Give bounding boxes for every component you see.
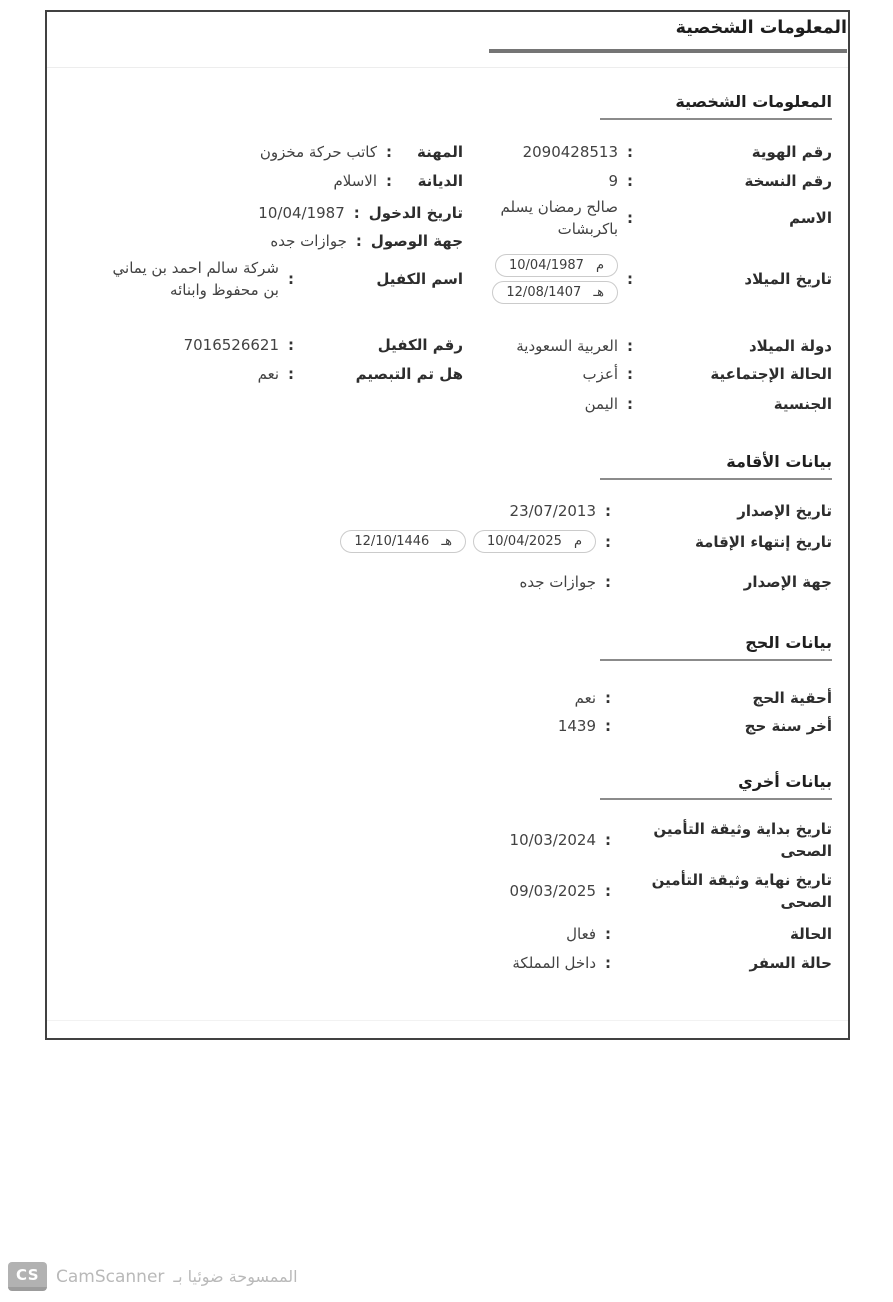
- field-value: العربية السعودية: [516, 337, 618, 355]
- field-label: رقم النسخة: [744, 172, 832, 190]
- field-value: أعزب: [582, 365, 618, 383]
- field-issue-date: [510, 500, 832, 522]
- field-value: 10/03/2024: [509, 831, 596, 849]
- field-value: فعال: [566, 925, 596, 943]
- field-birth-date: [492, 254, 832, 304]
- field-religion: [333, 170, 463, 192]
- colon-separator: :: [605, 954, 611, 972]
- top-divider: [47, 67, 848, 68]
- field-insurance-start: [510, 818, 832, 862]
- field-birth-country: [516, 335, 832, 357]
- hijri-tag: هـ: [441, 534, 452, 549]
- hijri-date: 12/08/1407: [506, 285, 582, 300]
- field-occupation: [260, 141, 463, 163]
- field-label: الجنسية: [773, 395, 832, 413]
- document-title: المعلومات الشخصية: [675, 18, 847, 38]
- field-label: الحالة: [790, 925, 832, 943]
- field-value: جوازات جده: [270, 232, 347, 250]
- field-last-hajj-year: [558, 715, 832, 737]
- field-value: 7016526621: [183, 336, 279, 354]
- field-label: تاريخ الميلاد: [744, 270, 832, 288]
- field-copy-number: [608, 170, 832, 192]
- field-label: جهة الإصدار: [743, 573, 832, 591]
- section-header-other: بيانات أخري: [600, 772, 832, 800]
- field-label-line1: تاريخ بداية وثيقة التأمين: [653, 820, 832, 838]
- field-insurance-end: [510, 869, 832, 913]
- field-label-line2: الصحى: [780, 893, 832, 911]
- field-label: الاسم: [789, 209, 832, 227]
- colon-separator: :: [605, 532, 611, 551]
- field-label: [620, 869, 832, 913]
- gregorian-date-pill: [473, 530, 596, 553]
- camscanner-brand-text: CamScanner: [56, 1266, 165, 1287]
- colon-separator: :: [627, 209, 633, 227]
- section-header-hajj: بيانات الحج: [600, 633, 832, 661]
- scanned-by-text: الممسوحة ضوئيا بـ: [173, 1267, 298, 1286]
- field-label: دولة الميلاد: [748, 337, 832, 355]
- field-label: [620, 818, 832, 862]
- field-id-number: [523, 141, 832, 163]
- birth-date-pills: [492, 254, 618, 304]
- colon-separator: :: [627, 395, 633, 413]
- field-value: اليمن: [584, 395, 618, 413]
- colon-separator: :: [386, 143, 392, 161]
- camscanner-watermark: [8, 1262, 298, 1291]
- field-issue-place: [520, 571, 833, 593]
- colon-separator: :: [288, 365, 294, 383]
- field-label-line1: تاريخ نهاية وثيقة التأمين: [651, 871, 832, 889]
- field-status: [566, 923, 832, 945]
- field-label: الحالة الإجتماعية: [710, 365, 832, 383]
- colon-separator: :: [288, 336, 294, 354]
- section-header-personal: المعلومات الشخصية: [600, 92, 832, 120]
- colon-separator: :: [605, 831, 611, 849]
- field-marital-status: [582, 363, 832, 385]
- gregorian-tag: م: [573, 534, 582, 549]
- field-label: أخر سنة حج: [744, 717, 832, 735]
- hijri-tag: هـ: [593, 285, 604, 300]
- field-residence-expiry: [340, 530, 832, 553]
- field-value: 23/07/2013: [509, 502, 596, 520]
- expiry-date-pills: [340, 530, 596, 553]
- gregorian-date: 10/04/2025: [487, 534, 562, 549]
- colon-separator: :: [353, 204, 360, 222]
- field-label: تاريخ الإصدار: [737, 502, 832, 520]
- field-arrival-port: [270, 230, 463, 252]
- colon-separator: :: [605, 502, 611, 520]
- field-label: جهة الوصول: [370, 232, 463, 250]
- colon-separator: :: [355, 232, 362, 250]
- hijri-date-pill: [340, 530, 466, 553]
- field-label: هل تم التبصيم: [355, 365, 463, 383]
- hijri-date-pill: [492, 281, 618, 304]
- field-value: كاتب حركة مخزون: [259, 143, 377, 161]
- field-value: داخل المملكة: [512, 954, 596, 972]
- colon-separator: :: [605, 717, 611, 735]
- colon-separator: :: [605, 689, 611, 707]
- field-value: 09/03/2025: [509, 882, 596, 900]
- field-value: صالح رمضان يسلم باكربشات: [500, 198, 618, 238]
- camscanner-logo-icon: CS: [8, 1262, 47, 1291]
- colon-separator: :: [627, 337, 633, 355]
- field-hajj-eligibility: [575, 687, 832, 709]
- gregorian-tag: م: [595, 258, 604, 273]
- colon-separator: :: [627, 270, 633, 288]
- title-underline: [489, 49, 847, 53]
- field-fingerprinted: [258, 363, 463, 385]
- field-value: 10/04/1987: [258, 204, 345, 222]
- colon-separator: :: [605, 573, 611, 591]
- field-value: جوازات جده: [519, 573, 596, 591]
- field-name: [468, 196, 832, 240]
- field-travel-status: [512, 952, 832, 974]
- field-label: رقم الهوية: [751, 143, 832, 161]
- colon-separator: :: [627, 172, 633, 190]
- field-value: شركة سالم احمد بن يماني بن محفوظ وابنائه: [112, 259, 279, 299]
- field-sponsor-name: [101, 257, 463, 301]
- colon-separator: :: [288, 270, 294, 288]
- field-label: المهنة: [417, 143, 463, 161]
- gregorian-date: 10/04/1987: [509, 258, 584, 273]
- field-label: الديانة: [417, 172, 463, 190]
- field-value: 9: [608, 172, 618, 190]
- field-label: رقم الكفيل: [377, 336, 463, 354]
- field-label: حالة السفر: [749, 954, 832, 972]
- field-sponsor-number: [184, 334, 463, 356]
- colon-separator: :: [605, 882, 611, 900]
- colon-separator: :: [605, 925, 611, 943]
- field-value: 2090428513: [522, 143, 618, 161]
- colon-separator: :: [627, 365, 633, 383]
- field-label: اسم الكفيل: [376, 270, 463, 288]
- field-nationality: [585, 393, 832, 415]
- gregorian-date-pill: [495, 254, 618, 277]
- bottom-divider: [47, 1020, 848, 1021]
- colon-separator: :: [627, 143, 633, 161]
- field-value: 1439: [557, 717, 596, 735]
- field-label-line2: الصحى: [780, 842, 832, 860]
- field-value: نعم: [574, 689, 596, 707]
- section-header-residence: بيانات الأقامة: [600, 452, 832, 480]
- field-label: أحقية الحج: [752, 689, 832, 707]
- colon-separator: :: [386, 172, 392, 190]
- hijri-date: 12/10/1446: [354, 534, 430, 549]
- field-entry-date: [258, 202, 463, 224]
- field-value: الاسلام: [333, 172, 377, 190]
- field-value: نعم: [257, 365, 279, 383]
- field-label: تاريخ الدخول: [368, 204, 463, 222]
- field-label: تاريخ إنتهاء الإقامة: [694, 532, 832, 551]
- document-frame: [45, 10, 850, 1040]
